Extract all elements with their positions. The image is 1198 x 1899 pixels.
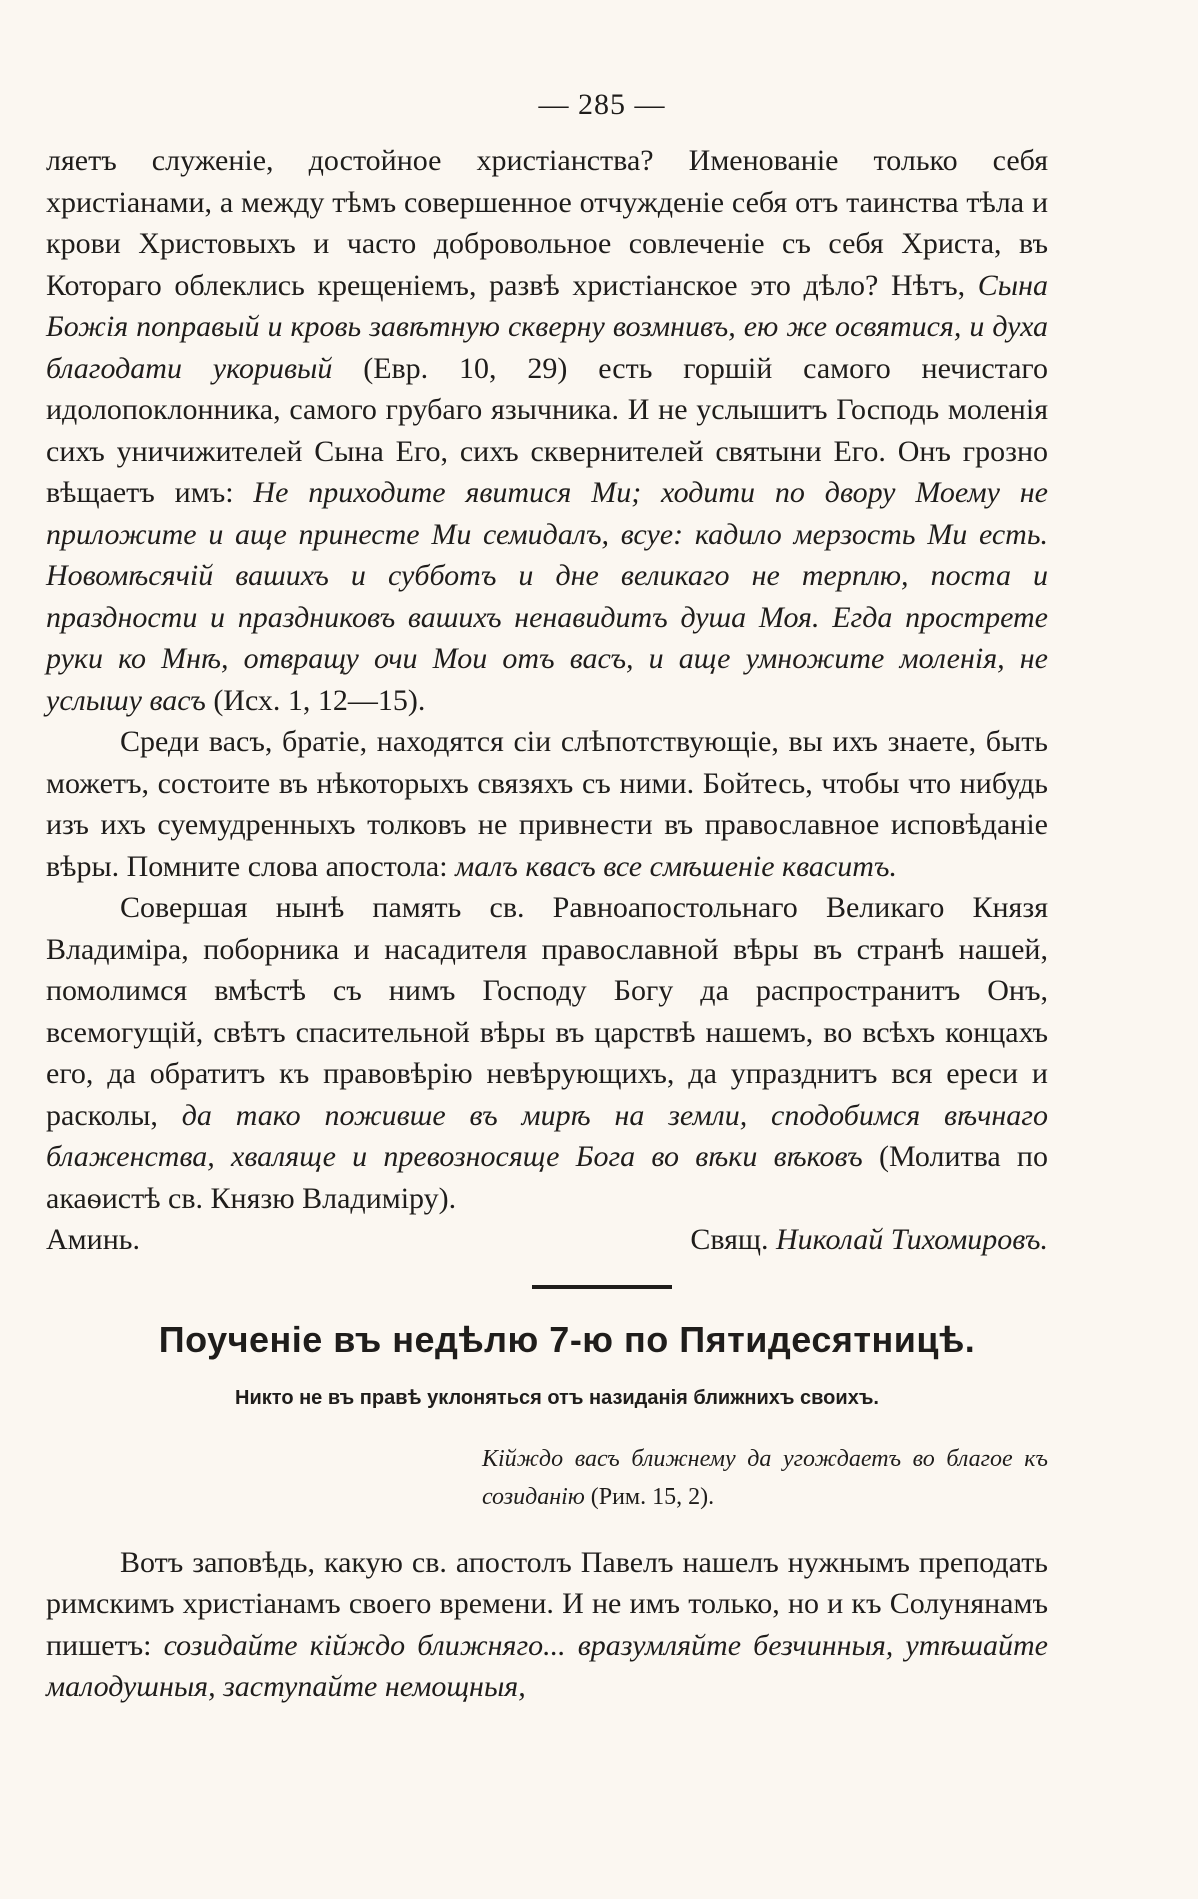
paragraph-2-text: Среди васъ, братіе, находятся сіи слѣпотствующіе, вы ихъ знаете, быть можетъ, состоите въ нѣкоторыхъ связяхъ съ ними. Бойтесь, чтобы что нибудь изъ ихъ суемудренныхъ толковъ не привнести въ православное исповѣданіе вѣры. Помните слова апостола:: [46, 725, 1048, 883]
section-2-body: [46, 1542, 1048, 1708]
signature-name: Николай Тихомировъ.: [776, 1223, 1048, 1256]
section-1-body: [46, 140, 1048, 1261]
paragraph-1-ref-1: (Евр. 10, 29) есть горшій самого нечистаго идолопоклонника, самого грубаго язычника. И не услышитъ Господь моленія сихъ уничижителей Сына Его, сихъ сквернителей святыни Его. Онъ грозно вѣщаетъ имъ:: [46, 351, 1048, 509]
signature: [690, 1219, 1048, 1261]
epigraph: [482, 1440, 1048, 1516]
paragraph-2-quote: малъ квасъ все смѣшеніе кваситъ.: [455, 849, 897, 883]
signature-title: Свящ.: [690, 1223, 776, 1256]
epigraph-quote: Кійждо васъ ближнему да угождаетъ во благое къ созиданію: [482, 1445, 1048, 1510]
section-2-paragraph-1-quote: созидайте кійждо ближняго... вразумляйте безчинныя, утѣшайте малодушныя, заступайте немощныя,: [46, 1628, 1048, 1703]
section-divider: [532, 1285, 672, 1289]
paragraph-3-quote: да тако поживше въ мирѣ на земли, сподобимся вѣчнаго блаженства, хваляще и превозносяще Бога во вѣки вѣковъ: [46, 1098, 1048, 1173]
section-2-paragraph-1: [46, 1542, 1048, 1708]
signature-line: [46, 1219, 1048, 1261]
sermon-title: Поученіе въ недѣлю 7-ю по Пятидесятницѣ.: [158, 1318, 976, 1360]
amen: Аминь.: [46, 1223, 140, 1256]
paragraph-3-ref: (Молитва по акаѳистѣ св. Князю Владиміру).: [46, 1140, 1048, 1215]
sermon-subtitle: Никто не въ правѣ уклоняться отъ назиданія ближнихъ своихъ.: [235, 1386, 879, 1409]
paragraph-1-ref-2: (Исх. 1, 12—15).: [205, 683, 426, 717]
paragraph-1-quote-2: Не приходите явитися Ми; ходити по двору Моему не приложите и аще принесте Ми семидалъ, всуе: кадило мерзость Ми есть. Новомѣсячій вашихъ и субботъ и дне великаго не терплю, поста и праздности и праздниковъ вашихъ ненавидитъ душа Моя. Егда прострете руки ко Мнѣ, отвращу очи Мои отъ васъ, и аще умножите моленія, не услышу васъ: [46, 476, 1048, 717]
paragraph-1-lead: ляетъ служеніе, достойное христіанства? Именованіе только себя христіанами, а между тѣмъ совершенное отчужденіе себя отъ таинства тѣла и крови Христовыхъ и часто добровольное совлеченіе съ себя Христа, въ Котораго облеклись крещеніемъ, развѣ христіанское это дѣло? Нѣтъ,: [46, 144, 1048, 302]
paragraph-2: [46, 721, 1048, 887]
paragraph-1: [46, 140, 1048, 721]
page-number: — 285 —: [538, 88, 666, 121]
paragraph-1-quote-1: Сына Божія поправый и кровь завѣтную скверну возмнивъ, ею же освятися, и духа благодати укоривый: [46, 268, 1048, 385]
paragraph-3: [46, 887, 1048, 1219]
epigraph-ref: (Рим. 15, 2).: [584, 1483, 715, 1510]
paragraph-3-text: Совершая нынѣ память св. Равноапостольнаго Великаго Князя Владиміра, поборника и насадителя православной вѣры въ странѣ нашей, помолимся вмѣстѣ съ нимъ Господу Богу да распространитъ Онъ, всемогущій, свѣтъ спасительной вѣры въ царствѣ нашемъ, во всѣхъ концахъ его, да обратитъ къ правовѣрію невѣрующихъ, да упразднитъ вся ереси и расколы,: [46, 891, 1048, 1132]
section-2-paragraph-1-text: Вотъ заповѣдь, какую св. апостолъ Павелъ нашелъ нужнымъ преподать римскимъ христіанамъ своего времени. И не имъ только, но и къ Солунянамъ пишетъ:: [46, 1545, 1048, 1662]
